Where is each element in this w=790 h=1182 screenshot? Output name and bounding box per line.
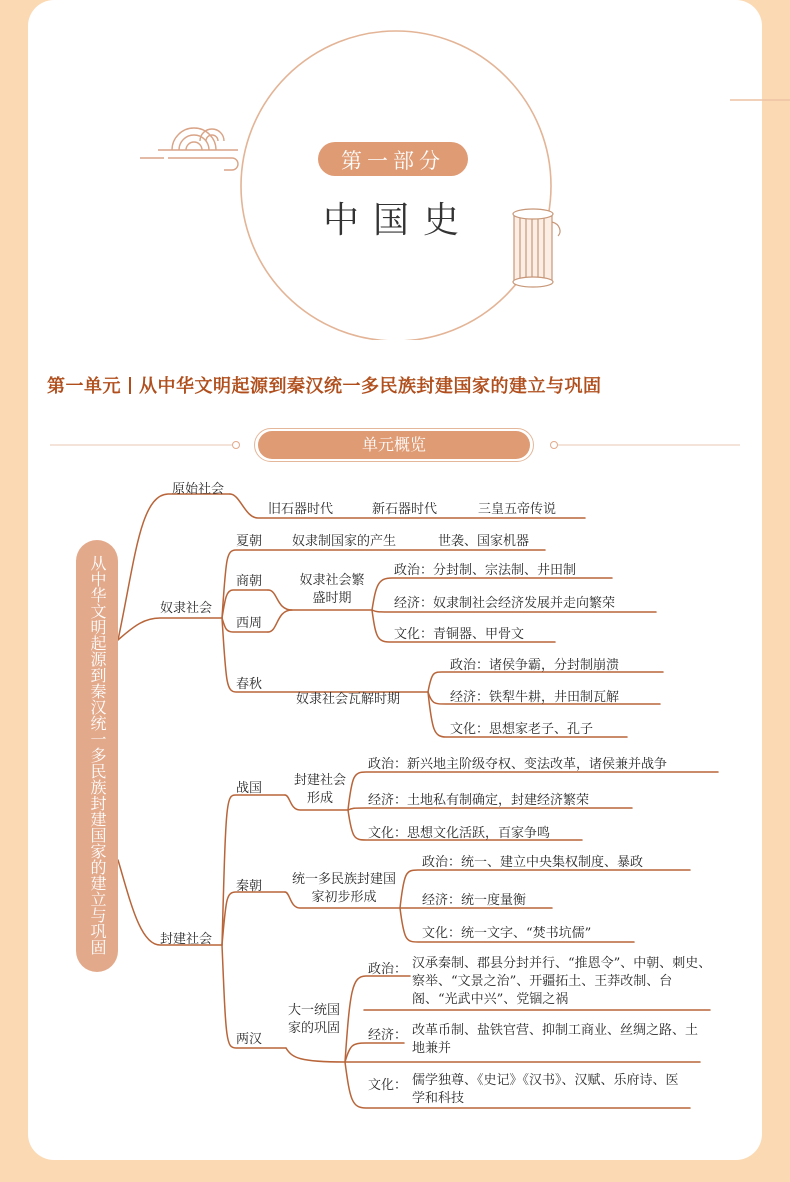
chunqiu-culture: 文化：思想家老子、孔子 [450, 722, 594, 737]
unit-name: 从中华文明起源到秦汉统一多民族封建国家的建立与巩固 [139, 376, 602, 397]
primitive-item: 旧石器时代 [268, 502, 334, 517]
node-shang: 商朝 [236, 574, 263, 589]
chunqiu-economy: 经济：铁犁牛耕，井田制瓦解 [450, 690, 620, 705]
node-qin: 秦朝 [236, 879, 263, 894]
node-primitive: 原始社会 [172, 482, 225, 497]
zhanguo-politics: 政治：新兴地主阶级夺权、变法改革，诸侯兼并战争 [368, 757, 668, 772]
node-han: 两汉 [236, 1032, 263, 1047]
xia-item: 奴隶制国家的产生 [292, 534, 397, 549]
part-label: 第一部分 [341, 149, 445, 173]
node-prosper: 奴隶社会繁盛时期 [299, 573, 365, 606]
mindmap-root-label: 从中华文明起源到秦汉统一多民族封建国家的建立与巩固 [88, 555, 107, 955]
node-xizhou: 西周 [236, 616, 263, 631]
han-culture-key: 文化： [368, 1078, 408, 1093]
unit-prefix: 第一单元 [47, 376, 121, 397]
qin-economy: 经济：统一度量衡 [422, 893, 527, 908]
part-title: 中国史 [322, 200, 473, 241]
prosper-culture: 文化：青铜器、甲骨文 [394, 627, 525, 642]
qin-culture: 文化：统一文字、“焚书坑儒” [422, 926, 592, 941]
node-xia: 夏朝 [236, 534, 263, 549]
mindmap-root [76, 540, 118, 972]
node-feudal: 封建社会 [160, 932, 213, 947]
overview-pill: 单元概览 [258, 431, 530, 459]
han-economy-key: 经济： [368, 1028, 408, 1043]
qin-politics: 政治：统一、建立中央集权制度、暴政 [422, 855, 644, 870]
prosper-politics: 政治：分封制、宗法制、井田制 [394, 563, 577, 578]
prosper-economy: 经济：奴隶制社会经济发展并走向繁荣 [394, 596, 616, 611]
node-zhanguo: 战国 [236, 781, 263, 796]
han-culture: 儒学独尊、《史记》《汉书》、汉赋、乐府诗、医学和科技 [412, 1073, 679, 1106]
han-economy: 改革币制、盐铁官营、抑制工商业、丝绸之路、土地兼并 [412, 1023, 699, 1056]
node-chunqiu: 春秋 [236, 677, 263, 692]
han-politics-key: 政治： [368, 962, 408, 977]
chunqiu-period: 奴隶社会瓦解时期 [296, 692, 401, 707]
xia-item: 世袭、国家机器 [438, 534, 530, 549]
han-politics: 汉承秦制、郡县分封并行、“推恩令”、中朝、刺史、察举、“文景之治”、开疆拓土、王莽改制、台阁、“光武中兴”、党锢之祸 [412, 956, 712, 1007]
node-slave: 奴隶社会 [160, 601, 213, 616]
primitive-item: 三皇五帝传说 [478, 502, 557, 517]
han-period: 大一统国家的巩固 [288, 1003, 341, 1036]
primitive-item: 新石器时代 [372, 502, 438, 517]
zhanguo-economy: 经济：土地私有制确定，封建经济繁荣 [368, 793, 590, 808]
chunqiu-politics: 政治：诸侯争霸，分封制崩溃 [450, 658, 620, 673]
zhanguo-culture: 文化：思想文化活跃，百家争鸣 [368, 826, 551, 841]
qin-period: 统一多民族封建国家初步形成 [291, 872, 396, 905]
zhanguo-period: 封建社会形成 [293, 773, 346, 806]
